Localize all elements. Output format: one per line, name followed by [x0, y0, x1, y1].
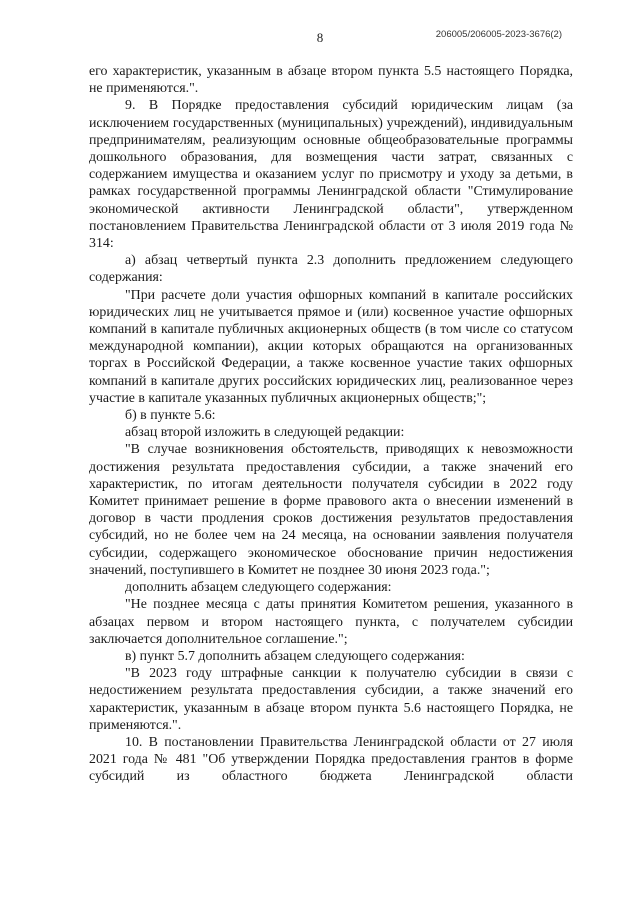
paragraph-6: абзац второй изложить в следующей редакции:	[125, 425, 405, 441]
paragraph-8: дополнить абзацем следующего содержания:	[125, 580, 392, 596]
paragraph-2: 9. В Порядке предоставления субсидий юридическим лицам (за исключением государственных (муниципальных) учреждений), индивидуальным предпринимателям, реализующим основные общеобразовательные программы дошкольного образования, для возмещения части затрат, связанных с содержанием имущества и оказанием услуг по присмотру и уходу за детьми, в рамках государственной программы Ленинградской области "Стимулирование экономической активности Ленинградской области", утвержденном постановлением Правительства Ленинградской области от 3 июля 2019 года № 314:	[89, 98, 573, 252]
paragraph-3: а) абзац четвертый пункта 2.3 дополнить предложением следующего содержания:	[89, 253, 573, 286]
document-body	[89, 63, 573, 786]
paragraph-11: "В 2023 году штрафные санкции к получателю субсидии в связи с недостижением результата предоставления субсидии, а также значений его характеристик, указанным в абзаце втором пункта 5.6 настоящего Порядка, не применяются.".	[89, 666, 573, 733]
paragraph-5: б) в пункте 5.6:	[125, 408, 216, 424]
page-header	[0, 0, 640, 60]
paragraph-9: "Не позднее месяца с даты принятия Комитетом решения, указанного в абзацах первом и втором настоящего пункта, с получателем субсидии заключается дополнительное соглашение.";	[89, 597, 573, 647]
paragraph-7: "В случае возникновения обстоятельств, приводящих к невозможности достижения результата предоставления субсидии, а также значений его характеристик, по итогам деятельности получателя субсидии в 2022 году Комитет принимает решение в форме правового акта о внесении изменений в договор в части продления сроков достижения результатов предоставления субсидий, но не более чем на 24 месяца, на основании заявления получателя субсидии, содержащего экономическое обоснование причин недостижения значений, поступившего в Комитет не позднее 30 июня 2023 года.";	[89, 442, 573, 578]
paragraph-4: "При расчете доли участия офшорных компаний в капитале российских юридических лиц не учитывается прямое и (или) косвенное участие офшорных компаний в капитале публичных акционерных обществ (в том числе со статусом международной компании), акции которых обращаются на организованных торгах в Российской Федерации, а также косвенное участие таких офшорных компаний в капитале других российских юридических лиц, реализованное через участие в капитале указанных публичных акционерных обществ;";	[89, 287, 573, 406]
paragraph-10: в) пункт 5.7 дополнить абзацем следующего содержания:	[125, 648, 465, 664]
document-id: 206005/206005-2023-3676(2)	[435, 29, 562, 40]
page-number: 8	[316, 30, 324, 45]
paragraph-12: 10. В постановлении Правительства Ленинградской области от 27 июля 2021 года № 481 "Об утверждении Порядка предоставления грантов в форме субсидий из областного бюджета Ленинградской области	[89, 734, 573, 785]
paragraph-1: его характеристик, указанным в абзаце втором пункта 5.5 настоящего Порядка, не применяются.".	[89, 64, 573, 97]
